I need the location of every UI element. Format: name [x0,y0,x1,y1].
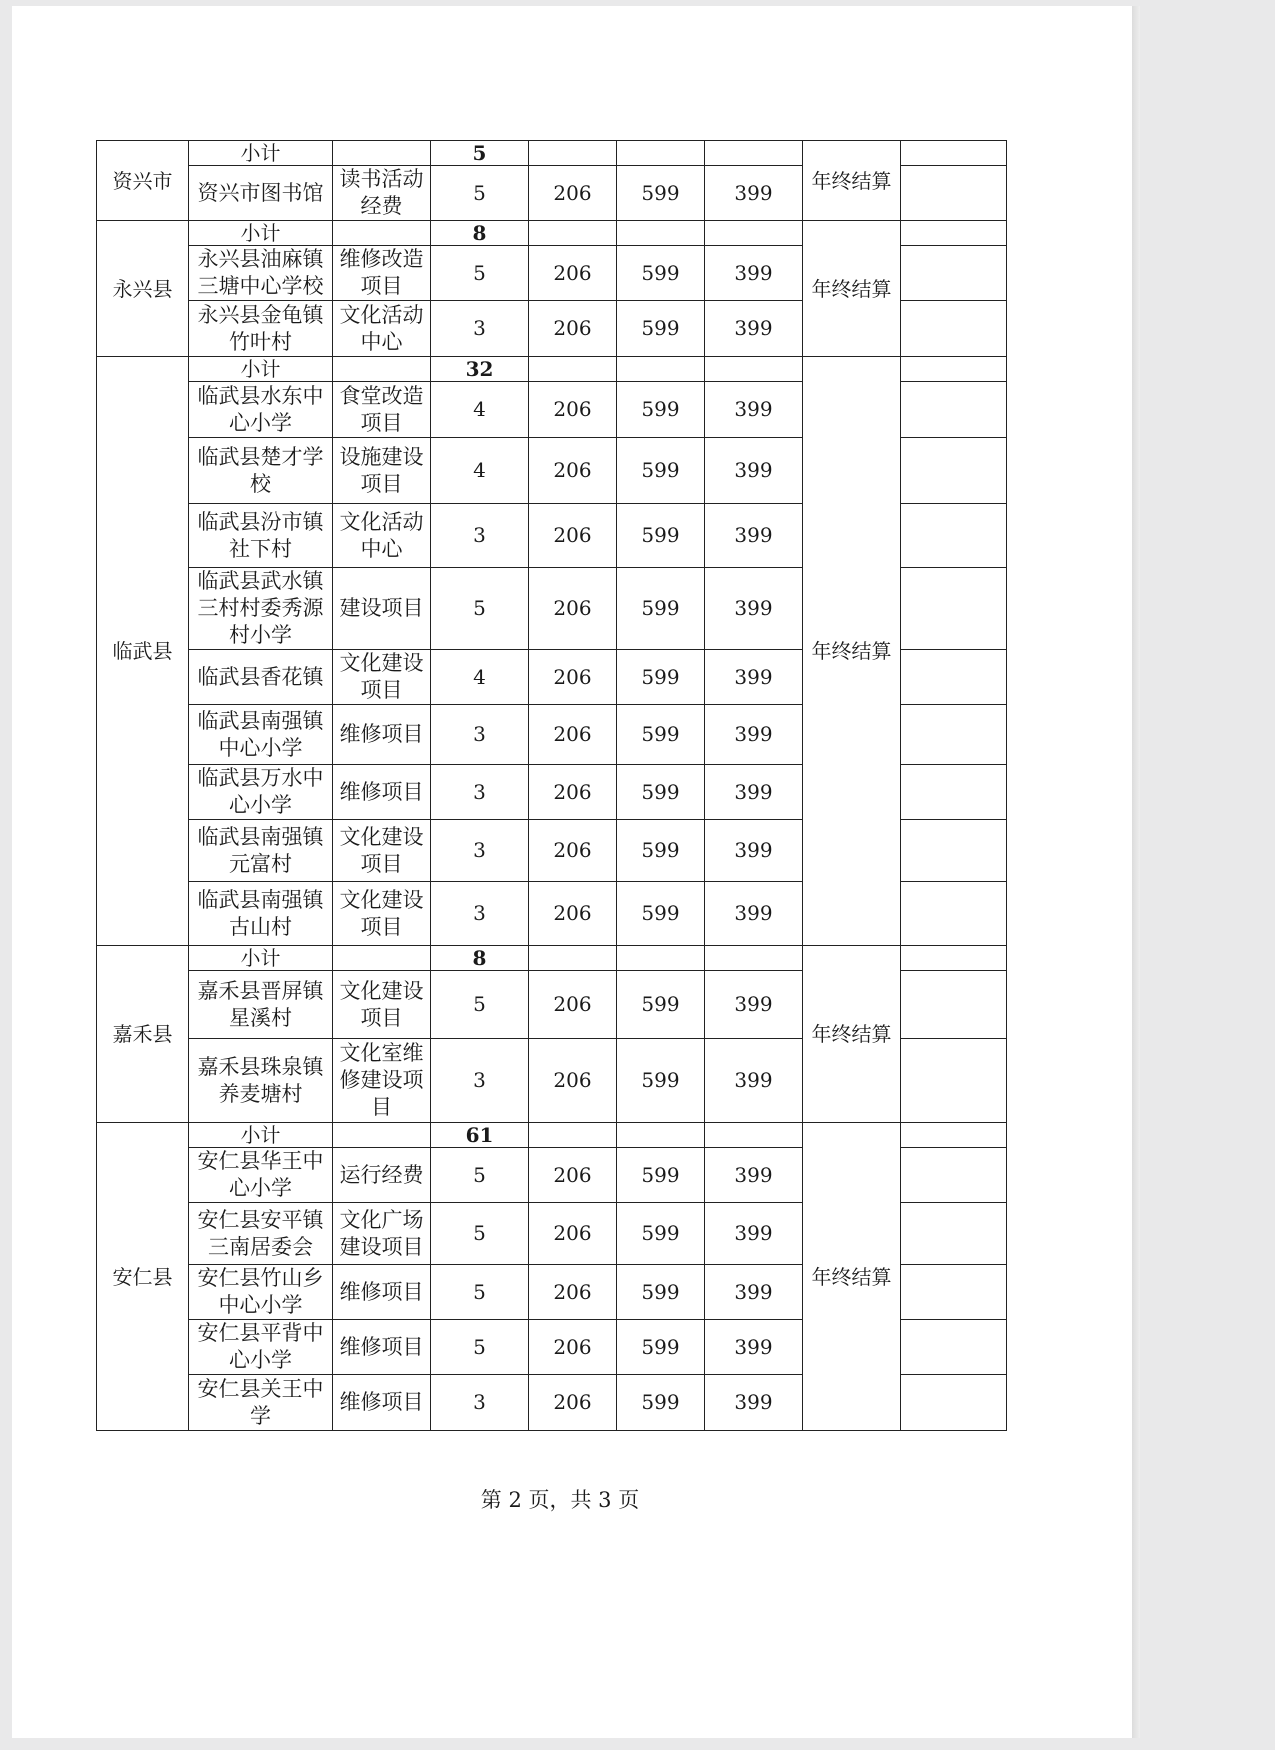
empty-cell [529,221,617,246]
page-footer: 第 2 页，共 3 页 [480,1488,640,1512]
empty-cell [901,1123,1007,1148]
code-3: 399 [705,971,803,1039]
subtotal-amount: 8 [431,946,529,971]
code-2: 599 [617,246,705,301]
unit-name: 临武县汾市镇社下村 [189,504,333,568]
empty-cell [901,246,1007,301]
code-3: 399 [705,301,803,357]
settlement-method: 年终结算 [803,221,901,357]
amount: 5 [431,1320,529,1375]
empty-cell [901,1320,1007,1375]
empty-cell [901,166,1007,221]
code-1: 206 [529,568,617,650]
code-2: 599 [617,504,705,568]
project-name: 文化广场建设项目 [333,1203,431,1265]
empty-cell [529,1123,617,1148]
settlement-method: 年终结算 [803,357,901,946]
amount: 5 [431,1203,529,1265]
empty-cell [901,946,1007,971]
amount: 5 [431,246,529,301]
code-1: 206 [529,504,617,568]
empty-cell [901,765,1007,820]
project-name: 维修项目 [333,1375,431,1431]
code-3: 399 [705,1265,803,1320]
empty-cell [333,221,431,246]
settlement-method: 年终结算 [803,141,901,221]
code-2: 599 [617,1320,705,1375]
amount: 4 [431,438,529,504]
empty-cell [901,705,1007,765]
code-2: 599 [617,1039,705,1123]
amount: 3 [431,1039,529,1123]
code-1: 206 [529,1203,617,1265]
empty-cell [901,1265,1007,1320]
code-1: 206 [529,1320,617,1375]
subtotal-label: 小计 [189,357,333,382]
page-edge-shadow [1132,6,1140,1738]
empty-cell [901,882,1007,946]
empty-cell [901,568,1007,650]
code-3: 399 [705,1148,803,1203]
code-3: 399 [705,1203,803,1265]
project-name: 设施建设项目 [333,438,431,504]
unit-name: 临武县武水镇三村村委秀源村小学 [189,568,333,650]
unit-name: 安仁县安平镇三南居委会 [189,1203,333,1265]
empty-cell [901,141,1007,166]
project-name: 运行经费 [333,1148,431,1203]
code-2: 599 [617,1265,705,1320]
project-name: 文化建设项目 [333,971,431,1039]
unit-name: 永兴县金龟镇竹叶村 [189,301,333,357]
code-2: 599 [617,971,705,1039]
unit-name: 临武县南强镇中心小学 [189,705,333,765]
subtotal-amount: 61 [431,1123,529,1148]
code-1: 206 [529,166,617,221]
subtotal-label: 小计 [189,221,333,246]
project-name: 文化建设项目 [333,820,431,882]
code-1: 206 [529,1375,617,1431]
empty-cell [617,141,705,166]
code-2: 599 [617,705,705,765]
project-name: 建设项目 [333,568,431,650]
unit-name: 临武县万水中心小学 [189,765,333,820]
project-name: 文化建设项目 [333,882,431,946]
code-1: 206 [529,882,617,946]
project-name: 文化室维修建设项目 [333,1039,431,1123]
amount: 3 [431,504,529,568]
code-1: 206 [529,1265,617,1320]
code-1: 206 [529,382,617,438]
settlement-method: 年终结算 [803,1123,901,1431]
amount: 5 [431,971,529,1039]
code-1: 206 [529,650,617,705]
empty-cell [901,1039,1007,1123]
code-3: 399 [705,650,803,705]
empty-cell [901,820,1007,882]
subtotal-row [97,357,1007,382]
subtotal-label: 小计 [189,946,333,971]
county-name: 资兴市 [97,141,189,221]
unit-name: 临武县南强镇元富村 [189,820,333,882]
unit-name: 临武县水东中心小学 [189,382,333,438]
code-3: 399 [705,166,803,221]
empty-cell [705,141,803,166]
unit-name: 安仁县竹山乡中心小学 [189,1265,333,1320]
settlement-method: 年终结算 [803,946,901,1123]
subtotal-label: 小计 [189,1123,333,1148]
unit-name: 临武县南强镇古山村 [189,882,333,946]
empty-cell [901,301,1007,357]
empty-cell [333,946,431,971]
amount: 4 [431,650,529,705]
amount: 3 [431,820,529,882]
allocation-table [96,140,1007,1431]
empty-cell [617,946,705,971]
code-2: 599 [617,1203,705,1265]
empty-cell [901,1148,1007,1203]
unit-name: 临武县香花镇 [189,650,333,705]
amount: 5 [431,1148,529,1203]
code-1: 206 [529,301,617,357]
code-3: 399 [705,882,803,946]
code-3: 399 [705,820,803,882]
empty-cell [901,971,1007,1039]
code-3: 399 [705,568,803,650]
code-1: 206 [529,1148,617,1203]
amount: 5 [431,166,529,221]
amount: 3 [431,705,529,765]
amount: 5 [431,1265,529,1320]
amount: 4 [431,382,529,438]
code-3: 399 [705,705,803,765]
empty-cell [901,1203,1007,1265]
project-name: 读书活动经费 [333,166,431,221]
subtotal-row [97,221,1007,246]
project-name: 维修项目 [333,705,431,765]
empty-cell [333,357,431,382]
code-2: 599 [617,568,705,650]
empty-cell [529,946,617,971]
empty-cell [705,1123,803,1148]
empty-cell [333,1123,431,1148]
empty-cell [333,141,431,166]
empty-cell [617,221,705,246]
amount: 3 [431,1375,529,1431]
code-2: 599 [617,820,705,882]
project-name: 维修项目 [333,765,431,820]
code-2: 599 [617,166,705,221]
code-3: 399 [705,438,803,504]
project-name: 文化活动中心 [333,504,431,568]
code-1: 206 [529,820,617,882]
unit-name: 嘉禾县晋屏镇星溪村 [189,971,333,1039]
unit-name: 安仁县平背中心小学 [189,1320,333,1375]
unit-name: 临武县楚才学校 [189,438,333,504]
empty-cell [901,357,1007,382]
unit-name: 永兴县油麻镇三塘中心学校 [189,246,333,301]
empty-cell [617,357,705,382]
code-3: 399 [705,504,803,568]
code-2: 599 [617,301,705,357]
project-name: 文化活动中心 [333,301,431,357]
code-3: 399 [705,1039,803,1123]
code-3: 399 [705,246,803,301]
unit-name: 嘉禾县珠泉镇养麦塘村 [189,1039,333,1123]
unit-name: 安仁县华王中心小学 [189,1148,333,1203]
code-2: 599 [617,1148,705,1203]
empty-cell [529,141,617,166]
empty-cell [705,221,803,246]
code-1: 206 [529,971,617,1039]
subtotal-label: 小计 [189,141,333,166]
empty-cell [901,650,1007,705]
amount: 3 [431,301,529,357]
unit-name: 资兴市图书馆 [189,166,333,221]
code-3: 399 [705,1320,803,1375]
subtotal-amount: 32 [431,357,529,382]
project-name: 维修项目 [333,1265,431,1320]
code-2: 599 [617,382,705,438]
code-2: 599 [617,650,705,705]
code-2: 599 [617,1375,705,1431]
amount: 3 [431,765,529,820]
county-name: 安仁县 [97,1123,189,1431]
county-name: 嘉禾县 [97,946,189,1123]
empty-cell [705,946,803,971]
county-name: 临武县 [97,357,189,946]
subtotal-row [97,946,1007,971]
project-name: 维修改造项目 [333,246,431,301]
code-2: 599 [617,765,705,820]
code-3: 399 [705,382,803,438]
code-2: 599 [617,438,705,504]
empty-cell [529,357,617,382]
subtotal-row [97,141,1007,166]
project-name: 食堂改造项目 [333,382,431,438]
project-name: 文化建设项目 [333,650,431,705]
empty-cell [901,221,1007,246]
code-3: 399 [705,1375,803,1431]
subtotal-row [97,1123,1007,1148]
code-1: 206 [529,705,617,765]
amount: 5 [431,568,529,650]
empty-cell [901,382,1007,438]
code-1: 206 [529,246,617,301]
code-1: 206 [529,765,617,820]
empty-cell [901,438,1007,504]
subtotal-amount: 5 [431,141,529,166]
subtotal-amount: 8 [431,221,529,246]
empty-cell [705,357,803,382]
county-name: 永兴县 [97,221,189,357]
empty-cell [617,1123,705,1148]
code-1: 206 [529,1039,617,1123]
code-2: 599 [617,882,705,946]
code-1: 206 [529,438,617,504]
amount: 3 [431,882,529,946]
unit-name: 安仁县关王中学 [189,1375,333,1431]
project-name: 维修项目 [333,1320,431,1375]
code-3: 399 [705,765,803,820]
empty-cell [901,504,1007,568]
empty-cell [901,1375,1007,1431]
